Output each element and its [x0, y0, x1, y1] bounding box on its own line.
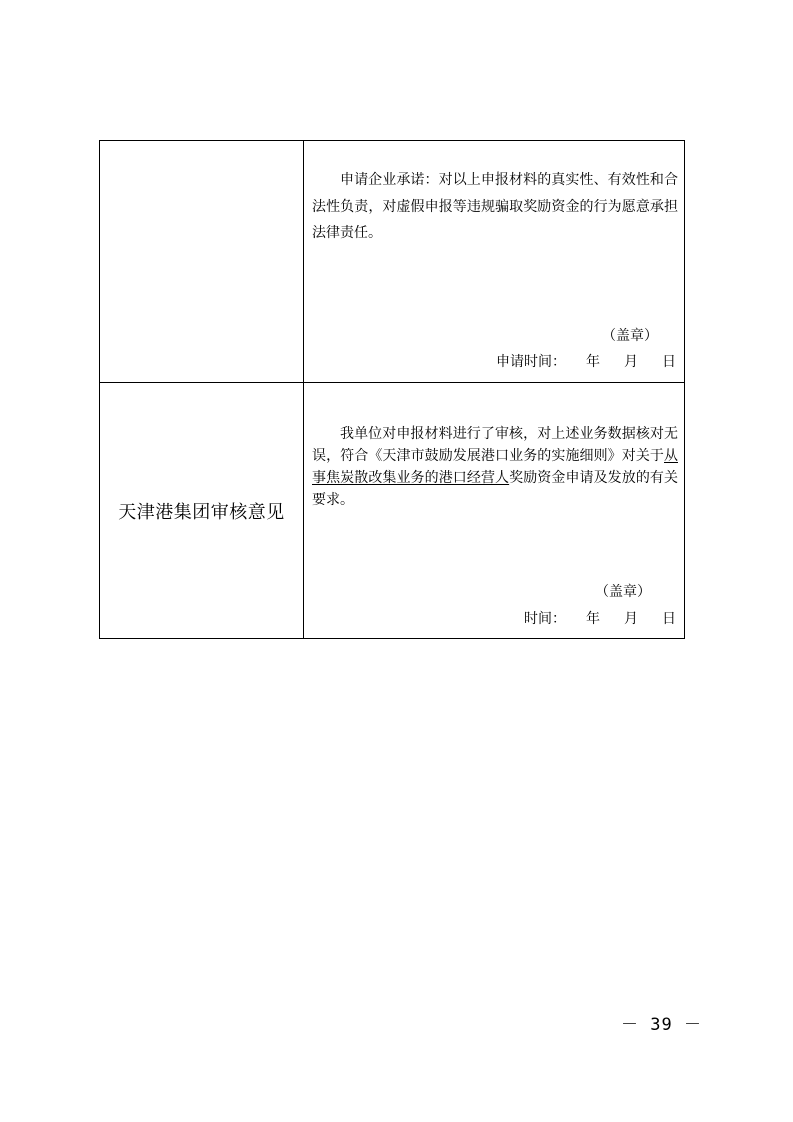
day-label: 日 — [662, 354, 676, 370]
applicant-date-line — [496, 351, 676, 371]
month-label: 月 — [624, 611, 638, 627]
review-text-before: 我单位对申报材料进行了审核，对上述业务数据核对无误，符合《天津市鼓励发展港口业务的实施细则》对关于 — [312, 426, 678, 464]
applicant-content-cell — [304, 141, 684, 382]
review-content-cell — [304, 383, 684, 638]
review-text-after: 奖励资金申请及发放的有关要求。 — [312, 470, 679, 508]
page-number: － 39 － — [621, 1015, 702, 1035]
review-seal-label: （盖章） — [595, 584, 651, 600]
application-date-label: 申请时间： — [496, 354, 566, 370]
day-label: 日 — [662, 611, 676, 627]
review-label: 天津港集团审核意见 — [118, 501, 285, 523]
review-label-cell — [100, 383, 304, 638]
group-review-row — [100, 382, 684, 638]
year-label: 年 — [586, 354, 600, 370]
review-date-label: 时间： — [524, 611, 566, 627]
applicant-label-cell — [100, 141, 304, 382]
year-label: 年 — [586, 611, 600, 627]
review-date-line — [524, 608, 676, 628]
commitment-text: 申请企业承诺：对以上申报材料的真实性、有效性和合法性负责，对虚假申报等违规骗取奖励资金的行为愿意承担法律责任。 — [312, 172, 678, 241]
review-opinion-text — [312, 423, 678, 511]
month-label: 月 — [624, 354, 638, 370]
applicant-seal-label: （盖章） — [602, 328, 658, 344]
applicant-commitment-row — [100, 141, 684, 382]
approval-form-table — [99, 140, 685, 639]
review-text-underlined: 从事焦炭散改集业务的港口经营人 — [312, 448, 678, 486]
